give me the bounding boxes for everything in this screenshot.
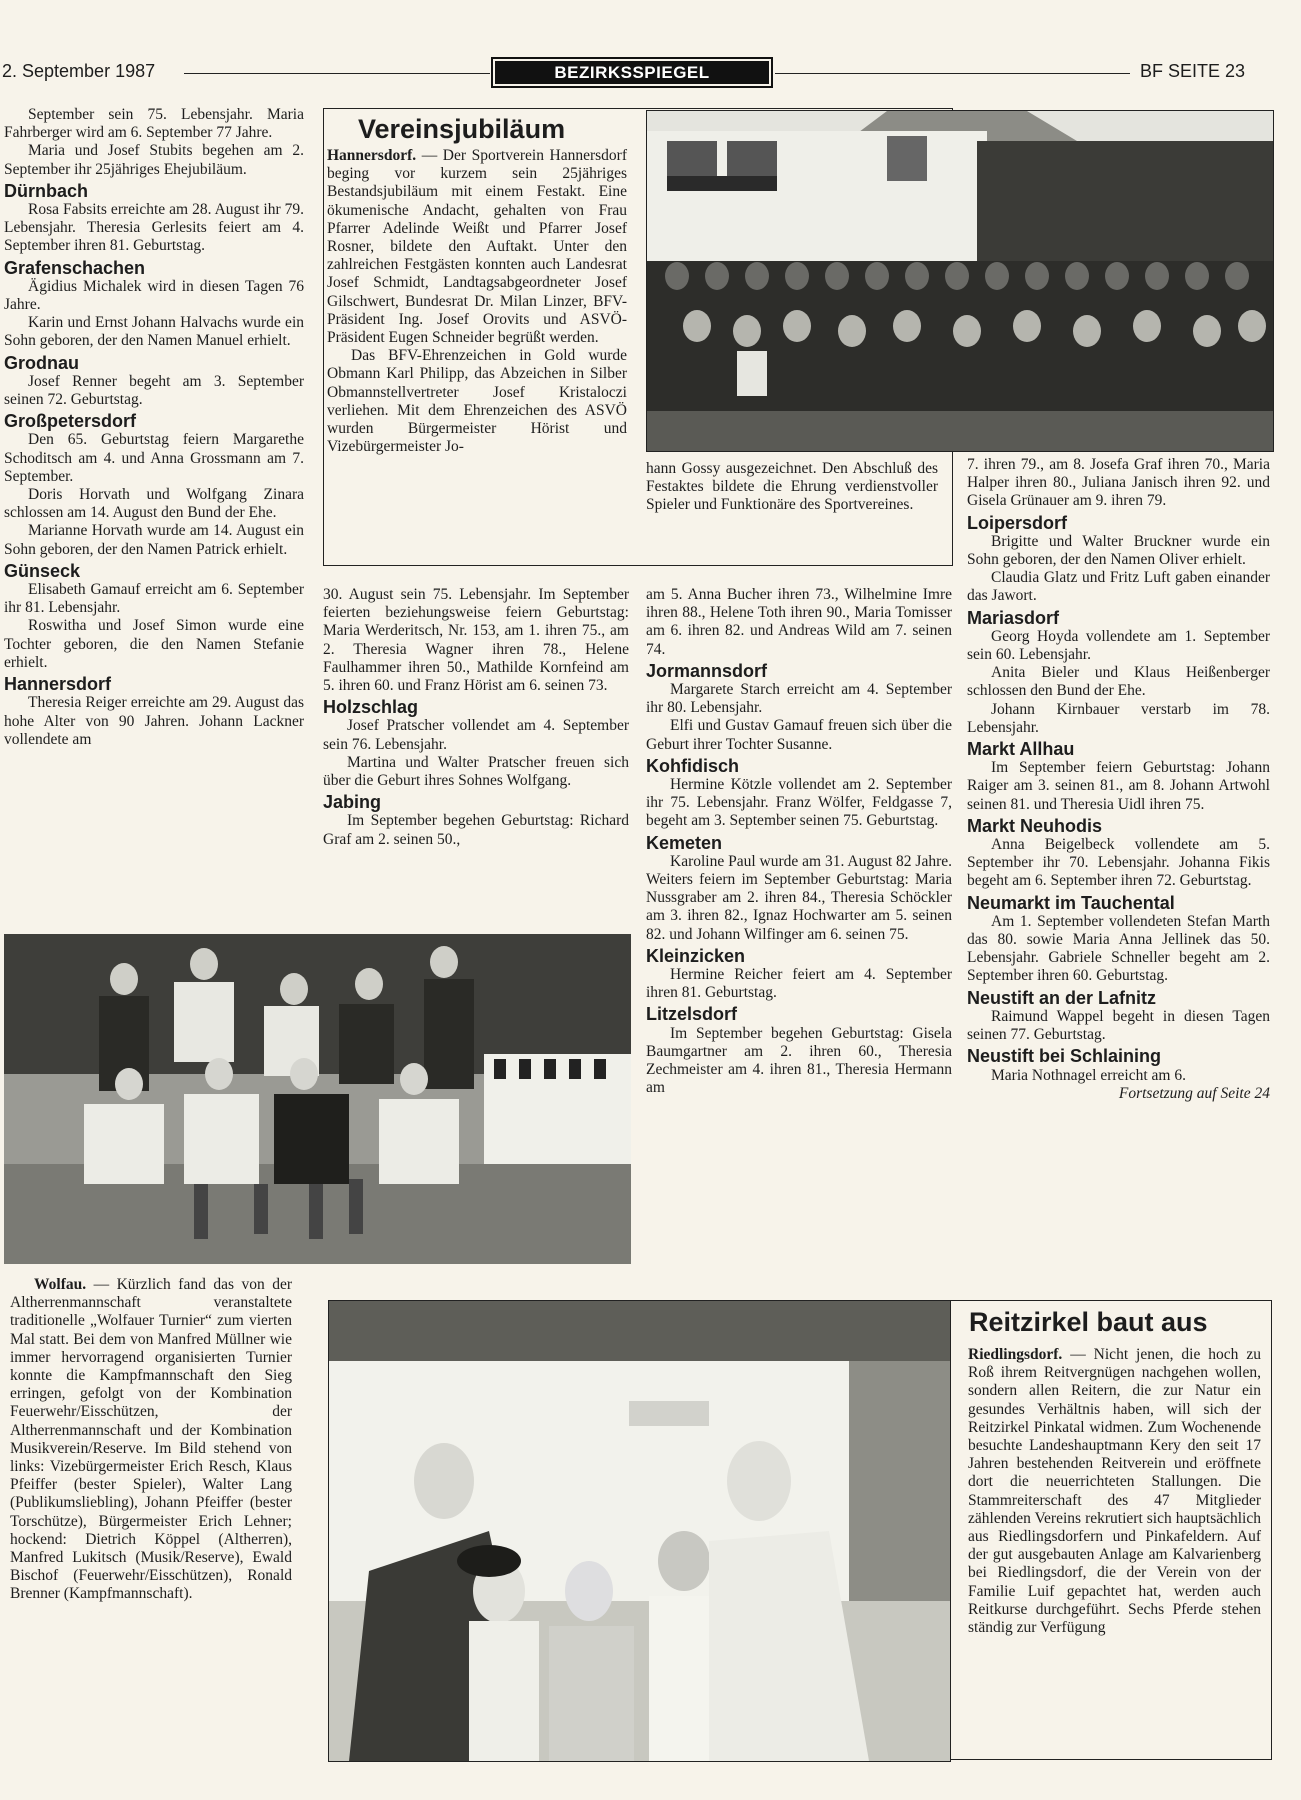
- column-3-notices: [646, 586, 952, 1097]
- notice-paragraph: Maria und Josef Stubits begehen am 2. September ihr 25jähriges Ehejubiläum.: [4, 142, 304, 178]
- place-heading: Neustift bei Schlaining: [967, 1046, 1162, 1067]
- place-heading: Markt Allhau: [967, 739, 1075, 760]
- vereinsjubilaeum-place: Hannersdorf.: [327, 147, 417, 164]
- vereinsjubilaeum-body-3: hann Gossy ausgezeichnet. Den Abschluß des Festaktes bildete die Ehrung verdienstvoller Spieler und Funktionäre des Sportvereines.: [646, 460, 938, 514]
- notice-paragraph: 7. ihren 79., am 8. Josefa Graf ihren 70., Maria Halper ihren 80., Juliana Janisch ihren 92. und Gisela Grünauer am 9. ihren 79.: [967, 456, 1270, 510]
- place-heading: Jabing: [323, 792, 382, 813]
- place-heading: Neumarkt im Tauchental: [967, 892, 1175, 913]
- place-heading: Kemeten: [646, 832, 723, 853]
- place-heading: Günseck: [4, 560, 81, 581]
- notice-paragraph: Elfi und Gustav Gamauf freuen sich über die Geburt ihrer Tochter Susanne.: [646, 717, 952, 753]
- wolfau-caption: [10, 1276, 292, 1604]
- place-heading: Großpetersdorf: [4, 411, 137, 432]
- wolfau-place: Wolfau.: [34, 1276, 87, 1293]
- column-2-notices: [323, 586, 629, 849]
- notice-paragraph: Raimund Wappel begeht in diesen Tagen seinen 77. Geburtstag.: [967, 1007, 1270, 1044]
- reitzirkel-place: Riedlingsdorf.: [968, 1346, 1063, 1363]
- notice-paragraph: Hermine Reicher feiert am 4. September ihren 81. Geburtstag.: [646, 966, 952, 1002]
- place-heading: Grafenschachen: [4, 257, 146, 278]
- header-page: BF SEITE 23: [1140, 61, 1246, 81]
- notice-paragraph: Margarete Starch erreicht am 4. September ihr 80. Lebensjahr.: [646, 681, 952, 717]
- notice-paragraph: Rosa Fabsits erreichte am 28. August ihr 79. Lebensjahr. Theresia Gerlesits feiert am 4. September ihren 81. Geburtstag.: [4, 201, 304, 255]
- section-banner: [491, 57, 773, 88]
- header-rule-left: [184, 73, 490, 74]
- notice-paragraph: Johann Kirnbauer verstarb im 78. Lebensjahr.: [967, 700, 1270, 736]
- place-heading: Kleinzicken: [646, 945, 746, 966]
- notice-paragraph: Im September feiern Geburtstag: Johann Raiger am 3. seinen 81., am 8. Johann Artwohl seinen 81. und Theresia Uidl ihren 75.: [967, 759, 1270, 813]
- section-title: BEZIRKSSPIEGEL: [495, 61, 769, 84]
- header-date: 2. September 1987: [2, 61, 156, 81]
- notice-paragraph: Georg Hoyda vollendete am 1. September sein 60. Lebensjahr.: [967, 627, 1270, 664]
- vereinsjubilaeum-body: — Der Sportverein Hannersdorf beging vor kurzem sein 25jähriges Bestandsjubiläum mit einem Festakt. Eine ökumenische Andacht, gehalten von Frau Pfarrer Adelinde Weißt und Pfarrer Josef Rosner, bildete den Auftakt. Unter den zahlreichen Festgästen konnten auch Landesrat Josef Schmidt, Landtagsabgeordneter Josef Gilschwert, Bundesrat Dr. Milan Linzer, BFV-Präsident Ing. Josef Orovits und ASVÖ-Präsident Eugen Schneider begrüßt werden.: [327, 147, 627, 347]
- reitzirkel-text: [968, 1346, 1261, 1637]
- notice-paragraph: Maria Nothnagel erreicht am 6.: [991, 1066, 1186, 1084]
- header-rule-right: [775, 73, 1130, 74]
- notice-paragraph: Karoline Paul wurde am 31. August 82 Jahre. Weiters feiern im September Geburtstag: Maria Nussgraber am 2. ihren 84., Theresia Schöckler am 3. ihren 82., Ignaz Hochwarter am 5. seinen 82. und Johann Wilfinger am 6. seinen 75.: [646, 852, 952, 943]
- place-heading: Loipersdorf: [967, 512, 1068, 533]
- notice-paragraph: 30. August sein 75. Lebensjahr. Im September feierten beziehungsweise feiern Geburtstag: Maria Werderitsch, Nr. 153, am 1. ihren 75., am 2. Theresia Wagner ihren 78., Helene Faulhammer ihren 50., Mathilde Kornfeind am 5. ihren 60. und Franz Hörist am 6. seinen 73.: [323, 586, 629, 695]
- notice-paragraph: Doris Horvath und Wolfgang Zinara schlossen am 14. August den Bund der Ehe.: [4, 486, 304, 522]
- column-1-notices: [4, 106, 304, 749]
- notice-paragraph: Hermine Kötzle vollendet am 2. September ihr 75. Lebensjahr. Franz Wölfer, Feldgasse 7, begeht am 3. September seinen 75. Geburtstag.: [646, 776, 952, 830]
- riding-club-photo: [328, 1300, 951, 1762]
- continued-note: Fortsetzung auf Seite 24: [1118, 1084, 1270, 1102]
- notice-paragraph: Elisabeth Gamauf erreicht am 6. September ihr 81. Lebensjahr.: [4, 581, 304, 617]
- notice-paragraph: Ägidius Michalek wird in diesen Tagen 76 Jahre.: [4, 277, 304, 314]
- notice-paragraph: Claudia Glatz und Fritz Luft gaben einander das Jawort.: [967, 569, 1270, 605]
- vereinsjubilaeum-body-2: Das BFV-Ehrenzeichen in Gold wurde Obmann Karl Philipp, das Abzeichen in Silber Obmannstellvertreter Josef Kristaloczi verliehen. Mit dem Ehrenzeichen des ASVÖ wurden Bürgermeister Hörist und Vizebürgermeister Jo-: [327, 347, 627, 456]
- notice-paragraph: am 5. Anna Bucher ihren 73., Wilhelmine Imre ihren 88., Helene Toth ihren 90., Maria Tomisser am 6. ihren 82. und Andreas Wild am 7. seinen 74.: [646, 586, 952, 658]
- place-heading: Hannersdorf: [4, 674, 112, 695]
- vereinsjubilaeum-text-right: [646, 460, 938, 515]
- place-heading: Grodnau: [4, 352, 79, 373]
- place-heading: Dürnbach: [4, 180, 89, 201]
- notice-paragraph: Brigitte und Walter Bruckner wurde ein Sohn geboren, der den Namen Oliver erhielt.: [967, 532, 1270, 569]
- column-4-notices: [967, 456, 1270, 1103]
- notice-paragraph: Anna Beigelbeck vollendete am 5. September ihr 70. Lebensjahr. Johanna Fikis begeht am 6. September ihren 72. Geburtstag.: [967, 836, 1270, 890]
- notice-paragraph: Den 65. Geburtstag feiern Margarethe Schoditsch am 4. und Anna Grossmann am 7. September.: [4, 431, 304, 485]
- place-heading: Neustift an der Lafnitz: [967, 987, 1157, 1008]
- notice-paragraph: Am 1. September vollendeten Stefan Marth das 80. sowie Maria Anna Jellinek das 50. Lebensjahr. Gabriele Schneller begeht am 2. September ihren 60. Geburtstag.: [967, 912, 1270, 985]
- notice-paragraph: Karin und Ernst Johann Halvachs wurde ein Sohn geboren, der den Namen Manuel erhielt.: [4, 314, 304, 350]
- notice-paragraph: Theresia Reiger erreichte am 29. August das hohe Alter von 90 Jahren. Johann Lackner vollendete am: [4, 694, 304, 748]
- place-heading: Holzschlag: [323, 697, 419, 718]
- reitzirkel-body: — Nicht jenen, die hoch zu Roß ihrem Reitvergnügen nachgehen wollen, sondern allen Reitern, die zur Natur ein gesundes Verhältnis haben, will sich der Reitzirkel Pinkatal widmen. Zum Wochenende besuchte Landeshauptmann Kery den seit 17 Jahren bestehenden Reitverein und eröffnete dort die neuerrichteten Stallungen. Die Stammreiterschaft des 47 Mitglieder zählenden Vereins rekrutiert sich hauptsächlich aus Riedlingsdorfern und Pinkafeldern. Auf der gut ausgebauten Anlage am Kalvarienberg bei Riedlingsdorf, die der Verein von der Familie Luif gepachtet hat, werden auch Reitkurse durchgeführt. Sechs Pferde stehen ständig zur Verfügung: [968, 1346, 1261, 1637]
- reitzirkel-title: Reitzirkel baut aus: [969, 1307, 1208, 1337]
- vereinsjubilaeum-title: Vereinsjubiläum: [358, 114, 566, 144]
- notice-paragraph: Im September begehen Geburtstag: Gisela Baumgartner am 2. ihren 60., Theresia Zechmeister am 4. ihren 81., Theresia Hermann am: [646, 1024, 952, 1097]
- football-team-photo: [4, 934, 631, 1264]
- notice-paragraph: Josef Renner begeht am 3. September seinen 72. Geburtstag.: [4, 372, 304, 409]
- sports-club-photo: [646, 110, 1274, 452]
- notice-paragraph: Marianne Horvath wurde am 14. August ein Sohn geboren, der den Namen Patrick erhielt.: [4, 522, 304, 558]
- notice-paragraph: September sein 75. Lebensjahr. Maria Fahrberger wird am 6. September 77 Jahre.: [4, 106, 304, 142]
- place-heading: Markt Neuhodis: [967, 815, 1103, 836]
- wolfau-body: — Kürzlich fand das von der Altherrenmannschaft veranstaltete traditionelle „Wolfauer Turnier“ zum vierten Mal statt. Bei dem von Manfred Müllner wie immer hervorragend organisierten Turnier konnte die Kampfmannschaft den Sieg erringen, gefolgt von der Kombination Feuerwehr/Eisschützen, der Altherrenmannschaft und der Kombination Musikverein/Reserve. Im Bild stehend von links: Vizebürgermeister Erich Resch, Klaus Pfeiffer (bester Spieler), Walter Lang (Publikumsliebling), Johann Pfeiffer (bester Torschütze), Bürgermeister Erich Lehner; hockend: Dietrich Köppel (Altherren), Manfred Lukitsch (Musik/Reserve), Ewald Bischof (Feuerwehr/Eisschützen), Ronald Brenner (Kampfmannschaft).: [10, 1276, 292, 1603]
- notice-paragraph: Im September begehen Geburtstag: Richard Graf am 2. seinen 50.,: [323, 812, 629, 848]
- notice-paragraph: Josef Pratscher vollendet am 4. September sein 76. Lebensjahr.: [323, 717, 629, 753]
- notice-paragraph: Martina und Walter Pratscher freuen sich über die Geburt ihres Sohnes Wolfgang.: [323, 753, 629, 790]
- vereinsjubilaeum-text-left: [327, 147, 627, 456]
- place-heading: Mariasdorf: [967, 607, 1060, 628]
- place-heading: Jormannsdorf: [646, 660, 768, 681]
- notice-paragraph: Anita Bieler und Klaus Heißenberger schlossen den Bund der Ehe.: [967, 664, 1270, 700]
- notice-paragraph: Roswitha und Josef Simon wurde eine Tochter geboren, die den Namen Stefanie erhielt.: [4, 617, 304, 671]
- place-heading: Litzelsdorf: [646, 1004, 738, 1025]
- place-heading: Kohfidisch: [646, 755, 739, 776]
